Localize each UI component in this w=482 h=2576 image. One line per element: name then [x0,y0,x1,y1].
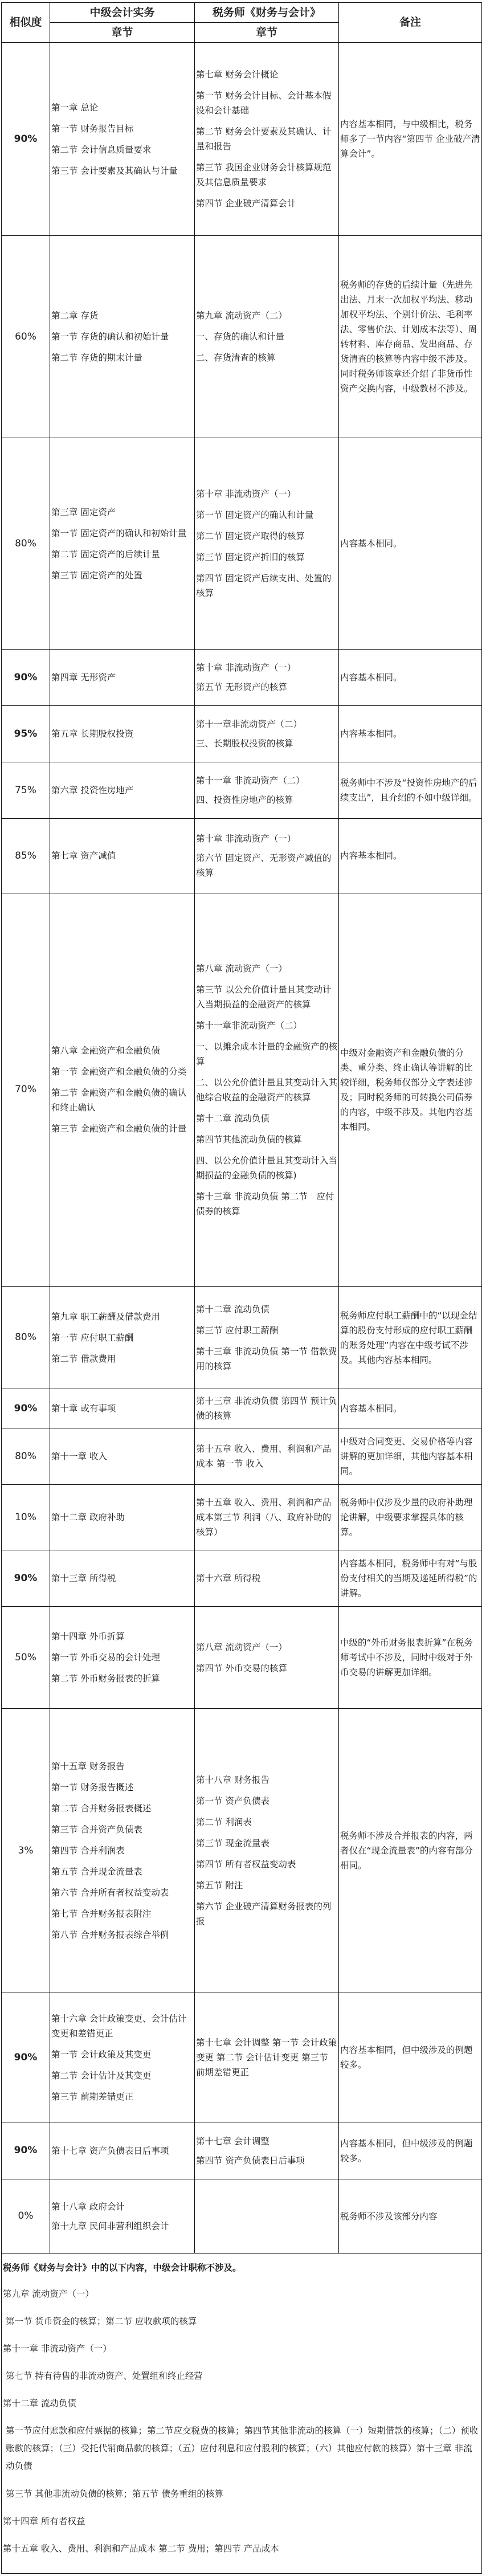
similarity-cell: 90% [2,2122,50,2179]
table-row [2,893,482,1287]
chapter-line: 第七节 合并财务报表附注 [51,1909,152,1919]
chapter-line: 第四节 固定资产后续支出、处置的核算 [196,573,332,598]
chapter-line: 第十三章 非流动负债 第二节 应付债券的核算 [196,1191,334,1216]
remark-text: 税务师的存货的后续计量（先进先出法、月末一次加权平均法、移动加权平均法、个别计价法、毛利率法、零售价法、计划成本法等）、周转材料、库存商品、发出商品、存货清查的核算等内容中级不涉及。同时税务师该章还介绍了非货币性资产交换内容，中级教材不涉及。 [340,280,477,394]
remarks-cell [339,1607,482,1709]
intermediate-cell [50,1389,195,1428]
chapter-line: 第四节其他流动负债的核算 [196,1134,303,1145]
chapter-line: 第十一章非流动资产（二） [196,719,303,729]
tax-agent-cell [195,2122,339,2179]
remark-text: 税务师应付职工薪酬中的“以现金结算的股份支付形成的应付职工薪酬的账务处理”内容在中级考试不涉及。其他内容基本相同。 [340,1310,477,1365]
chapter-line: 第三节 固定资产的处置 [51,570,142,581]
chapter-line: 第四节 外币交易的核算 [196,1663,287,1673]
similarity-cell: 60% [2,236,50,438]
chapter-line: 第一节 金融资产和金融负债的分类 [51,1067,187,1077]
chapter-line: 三、长期股权投资的核算 [196,738,293,749]
remark-text: 中级的“外币财务报表折算”在税务师考试中不涉及，同时中级对于外币交易的讲解更加详细。 [340,1638,473,1677]
table-row [2,1607,482,1709]
chapter-line: 二、以公允价值计量且其变动计入其他综合收益的金融资产的核算 [196,1077,338,1103]
table-row [2,1485,482,1550]
chapter-line: 第六章 投资性房地产 [51,785,134,795]
chapter-line: 四、以公允价值计量且其变动计入当期损益的金融负债的核算) [196,1155,338,1181]
intermediate-cell [50,706,195,762]
remark-text: 内容基本相同，与中级相比，税务师多了一节内容“第四节 企业破产清算会计”。 [340,119,480,159]
chapter-line: 第八章 金融资产和金融负债 [51,1046,160,1056]
chapter-line: 第十八章 政府会计 [51,2201,125,2212]
chapter-line: 第二节 存货的期末计量 [51,353,142,363]
remark-text: 税务师不涉及合并报表的内容，两者仅在“现金流量表”的内容有部分相同。 [340,1831,473,1871]
remarks-cell [339,762,482,819]
table-row [2,1287,482,1389]
chapter-line: 第五章 长期股权投资 [51,729,134,739]
table-row [2,1709,482,1993]
chapter-line: 第十六章 会计政策变更、会计估计变更和差错更正 [51,2013,187,2039]
chapter-line: 第十一章 非流动资产（二） [196,775,305,786]
table-row [2,1550,482,1607]
chapter-line: 第四节 合并利润表 [51,1846,125,1856]
remarks-cell [339,1428,482,1485]
footer-line: 第十五章 收入、费用、利润和产品成本 第二节 费用；第四节 产品成本 [3,2544,279,2554]
chapter-line: 第一节 固定资产的确认和计量 [196,510,314,520]
chapter-line: 一、以摊余成本计量的金融资产的核算 [196,1041,338,1067]
header-intermediate-chapter: 章节 [50,23,195,43]
chapter-line: 第十四章 外币折算 [51,1631,125,1642]
chapter-line: 第十八章 财务报告 [196,1775,269,1785]
table-row [2,2179,482,2254]
chapter-line: 第十七章 会计调整 第一节 会计政策变更 第二节 会计估计变更 第三节 前期差错更正 [196,2038,337,2077]
remark-text: 内容基本相同，但中级涉及的例题较多。 [340,2138,473,2163]
chapter-line: 第七章 财务会计概论 [196,70,279,80]
chapter-line: 第十二章 流动负债 [196,1113,269,1124]
header-intermediate: 中级会计实务 [50,3,195,23]
chapter-line: 第一节 存货的确认和初始计量 [51,332,169,342]
intermediate-cell [50,1607,195,1709]
chapter-line: 第二节 会计估计及其变更 [51,2070,152,2081]
chapter-line: 第四节 资产负债表日后事项 [196,2155,305,2166]
tax-agent-cell [195,762,339,819]
intermediate-cell [50,819,195,893]
intermediate-cell [50,762,195,819]
similarity-cell: 90% [2,1993,50,2122]
similarity-cell: 90% [2,650,50,706]
chapter-line: 第三节 前期差错更正 [51,2091,134,2102]
chapter-line: 第二节 会计信息质量要求 [51,144,152,155]
chapter-line: 第十章 非流动资产（一） [196,834,296,844]
chapter-line: 第一节 财务报告概述 [51,1782,134,1793]
chapter-line: 第二节 固定资产的后续计量 [51,549,160,560]
similarity-cell: 50% [2,1607,50,1709]
tax-agent-cell [195,1709,339,1993]
chapter-line: 第八章 流动资产（一） [196,963,287,974]
chapter-line: 第十二章 政府补助 [51,1512,125,1522]
header-similarity: 相似度 [2,3,50,43]
intermediate-cell [50,1428,195,1485]
similarity-cell: 90% [2,1389,50,1428]
chapter-line: 第四节 企业破产清算会计 [196,198,296,209]
chapter-line: 第十六章 所得税 [196,1573,261,1583]
intermediate-cell [50,2179,195,2254]
remark-text: 内容基本相同。 [340,538,402,549]
chapter-line: 第十五章 收入、费用、利润和产品成本 第一节 收入 [196,1444,332,1469]
remarks-cell [339,438,482,650]
remarks-cell [339,2122,482,2179]
intermediate-cell [50,236,195,438]
remarks-cell [339,1993,482,2122]
similarity-cell: 10% [2,1485,50,1550]
intermediate-cell [50,1485,195,1550]
chapter-line: 第三节 应付职工薪酬 [196,1325,279,1336]
remark-text: 内容基本相同，税务师中有对“与股份支付相关的当期及递延所得税”的讲解。 [340,1558,477,1598]
tax-agent-cell [195,2179,339,2254]
comparison-table [1,2,482,2574]
chapter-line: 第十三章 所得税 [51,1573,116,1583]
intermediate-cell [50,1709,195,1993]
similarity-cell: 95% [2,706,50,762]
footer-note [2,2254,482,2574]
remark-text: 中级对金融资产和金融负债的分类、重分类、终止确认等讲解的比较详细，税务师仅部分文字表述涉及；同时税务师的可转换公司债券的内容，中级不涉及。其他内容基本相同。 [340,1047,473,1132]
chapter-line: 第一节 资产负债表 [196,1796,269,1806]
intermediate-cell [50,893,195,1287]
chapter-line: 第一节 财务会计目标、会计基本假设和会计基础 [196,91,332,116]
tax-agent-cell [195,1389,339,1428]
similarity-cell: 70% [2,893,50,1287]
remarks-cell [339,2179,482,2254]
table-row [2,1389,482,1428]
remarks-cell [339,236,482,438]
tax-agent-cell [195,650,339,706]
footer-line: 第一节应付账款和应付票据的核算；第二节应交税费的核算；第四节其他非流动的核算（一）短期借款的核算；（二）预收账款的核算；（三）受托代销商品款的核算；（五）应付利息和应付股利的核算；（六）其他应付款的核算）第十三章 非流动负债 [6,2426,479,2471]
chapter-line: 第十一章非流动资产（二） [196,1020,303,1031]
tax-agent-cell [195,1993,339,2122]
chapter-line: 第一节 会计政策及其变更 [51,2049,152,2060]
chapter-line: 第十七章 会计调整 [196,2136,269,2146]
chapter-line: 第二节 金融资产和金融负债的确认和终止确认 [51,1088,187,1113]
chapter-line: 第六节 固定资产、无形资产减值的核算 [196,853,332,878]
chapter-line: 第一节 外币交易的会计处理 [51,1652,160,1663]
similarity-cell: 90% [2,1550,50,1607]
chapter-line: 第三章 固定资产 [51,507,116,517]
remarks-cell [339,1287,482,1389]
chapter-line: 第四章 无形资产 [51,672,116,683]
chapter-line: 第八节 合并财务报表综合举例 [51,1930,169,1940]
chapter-line: 第十五章 收入、费用、利润和产品成本第三节 利润（八、政府补助的核算） [196,1497,332,1537]
remarks-cell [339,1550,482,1607]
remark-text: 内容基本相同。 [340,672,402,683]
remarks-cell [339,819,482,893]
table-row [2,438,482,650]
table-body [2,43,482,2254]
remark-text: 内容基本相同。 [340,851,402,861]
tax-agent-cell [195,1287,339,1389]
table-row [2,43,482,236]
chapter-line: 第十二章 流动负债 [196,1304,269,1314]
table-header [2,3,482,43]
remarks-cell [339,893,482,1287]
chapter-line: 第三节 我国企业财务会计核算规范及其信息质量要求 [196,162,332,187]
tax-agent-cell [195,1485,339,1550]
chapter-line: 第五节 附注 [196,1880,243,1891]
chapter-line: 第八章 流动资产（一） [196,1642,287,1652]
chapter-line: 第一节 财务报告目标 [51,123,134,134]
chapter-line: 第十三章 非流动负债 第一节 借款费用的核算 [196,1346,337,1371]
similarity-cell: 80% [2,1287,50,1389]
chapter-line: 第十章 非流动资产（一） [196,489,296,499]
chapter-line: 第十九章 民间非营利组织会计 [51,2220,169,2231]
chapter-line: 第七章 资产减值 [51,851,116,861]
chapter-line: 二、存货清查的核算 [196,353,276,363]
footer-line: 第一节 货币资金的核算；第二节 应收款项的核算 [6,2316,197,2326]
remark-text: 内容基本相同。 [340,729,402,739]
remark-text: 税务师中仅涉及少量的政府补助理论讲解，中级要求掌握具体的核算。 [340,1497,473,1537]
chapter-line: 第三节 合并资产负债表 [51,1824,142,1835]
tax-agent-cell [195,438,339,650]
chapter-line: 第二节 外币财务报表的折算 [51,1673,160,1684]
footer-list [3,2285,480,2557]
chapter-line: 第三节 固定资产折旧的核算 [196,552,305,562]
remarks-cell [339,43,482,236]
chapter-line: 第三节 现金流量表 [196,1838,269,1848]
tax-agent-cell [195,706,339,762]
chapter-line: 第三节 金融资产和金融负债的计量 [51,1124,187,1134]
intermediate-cell [50,43,195,236]
remarks-cell [339,1485,482,1550]
similarity-cell: 0% [2,2179,50,2254]
table-row [2,236,482,438]
table-row [2,762,482,819]
table-row [2,1428,482,1485]
chapter-line: 第十一章 收入 [51,1451,107,1461]
similarity-cell: 90% [2,43,50,236]
header-tax-agent: 税务师《财务与会计》 [195,3,339,23]
chapter-line: 第四节 所有者权益变动表 [196,1859,296,1869]
chapter-line: 第六节 合并所有者权益变动表 [51,1888,169,1898]
remark-text: 中级对合同变更、交易价格等内容讲解的更加详细，其他内容基本相同。 [340,1436,473,1476]
tax-agent-cell [195,43,339,236]
header-remarks: 备注 [339,3,482,43]
chapter-line: 第十七章 资产负债表日后事项 [51,2145,169,2156]
similarity-cell: 80% [2,438,50,650]
tax-agent-cell [195,819,339,893]
chapter-line: 第一节 固定资产的确认和初始计量 [51,528,187,538]
chapter-line: 第五节 无形资产的核算 [196,682,287,692]
tax-agent-cell [195,1607,339,1709]
chapter-line: 第三节 会计要素及其确认与计量 [51,165,178,176]
table-row [2,2122,482,2179]
chapter-line: 第十章 或有事项 [51,1403,116,1414]
tax-agent-cell [195,236,339,438]
chapter-line: 四、投资性房地产的核算 [196,795,293,805]
remark-text: 内容基本相同，但中级涉及的例题较多。 [340,2045,473,2070]
chapter-line: 第二节 财务会计要素及其确认、计量和报告 [196,126,332,152]
remark-text: 税务师不涉及该部分内容 [340,2211,438,2222]
chapter-line: 第二节 固定资产取得的核算 [196,531,305,541]
intermediate-cell [50,1550,195,1607]
footer-title: 税务师《财务与会计》中的以下内容，中级会计职称不涉及。 [3,2263,242,2273]
similarity-cell: 75% [2,762,50,819]
similarity-cell: 85% [2,819,50,893]
remarks-cell [339,650,482,706]
remarks-cell [339,1389,482,1428]
chapter-line: 第十章 非流动资产（一） [196,663,296,673]
footer-line: 第九章 流动资产（一） [3,2289,94,2299]
footer-line: 第七节 持有待售的非流动资产、处置组和终止经营 [6,2371,203,2381]
chapter-line: 第三节 以公允价值计量且其变动计入当期损益的金融资产的核算 [196,984,332,1010]
chapter-line: 第一章 总论 [51,102,99,113]
chapter-line: 第五节 合并现金流量表 [51,1867,142,1877]
chapter-line: 第十三章 非流动负债 第四节 预计负债的核算 [196,1396,337,1421]
chapter-line: 第二节 利润表 [196,1817,252,1827]
footer-line: 第十二章 流动负债 [3,2398,76,2408]
header-tax-agent-chapter: 章节 [195,23,339,43]
chapter-line: 第二节 合并财务报表概述 [51,1803,152,1814]
chapter-line: 一、存货的确认和计量 [196,332,285,342]
footer-line: 第三节 其他非流动负债的核算；第五节 债务重组的核算 [6,2489,223,2499]
intermediate-cell [50,2122,195,2179]
similarity-cell: 3% [2,1709,50,1993]
chapter-line: 第二节 借款费用 [51,1353,116,1364]
tax-agent-cell [195,1428,339,1485]
chapter-line: 第九章 职工薪酬及借款费用 [51,1311,160,1322]
table-row [2,650,482,706]
footer-line: 第十四章 所有者权益 [3,2516,85,2526]
remarks-cell [339,1709,482,1993]
intermediate-cell [50,1287,195,1389]
remarks-cell [339,706,482,762]
footer-line: 第十一章 非流动资产（一） [3,2344,112,2354]
chapter-line: 第一节 应付职工薪酬 [51,1332,134,1343]
intermediate-cell [50,1993,195,2122]
tax-agent-cell [195,1550,339,1607]
table-row [2,819,482,893]
table-row [2,1993,482,2122]
tax-agent-cell [195,893,339,1287]
intermediate-cell [50,438,195,650]
remark-text: 内容基本相同。 [340,1403,402,1414]
intermediate-cell [50,650,195,706]
table-row [2,706,482,762]
chapter-line: 第六节 企业破产清算财务报表的列报 [196,1901,332,1926]
chapter-line: 第二章 存货 [51,311,99,321]
remark-text: 税务师中不涉及“投资性房地产的后续支出”，且介绍的不如中级详细。 [340,778,477,803]
similarity-cell: 80% [2,1428,50,1485]
chapter-line: 第九章 流动资产（二） [196,311,287,321]
chapter-line: 第十五章 财务报告 [51,1761,125,1771]
